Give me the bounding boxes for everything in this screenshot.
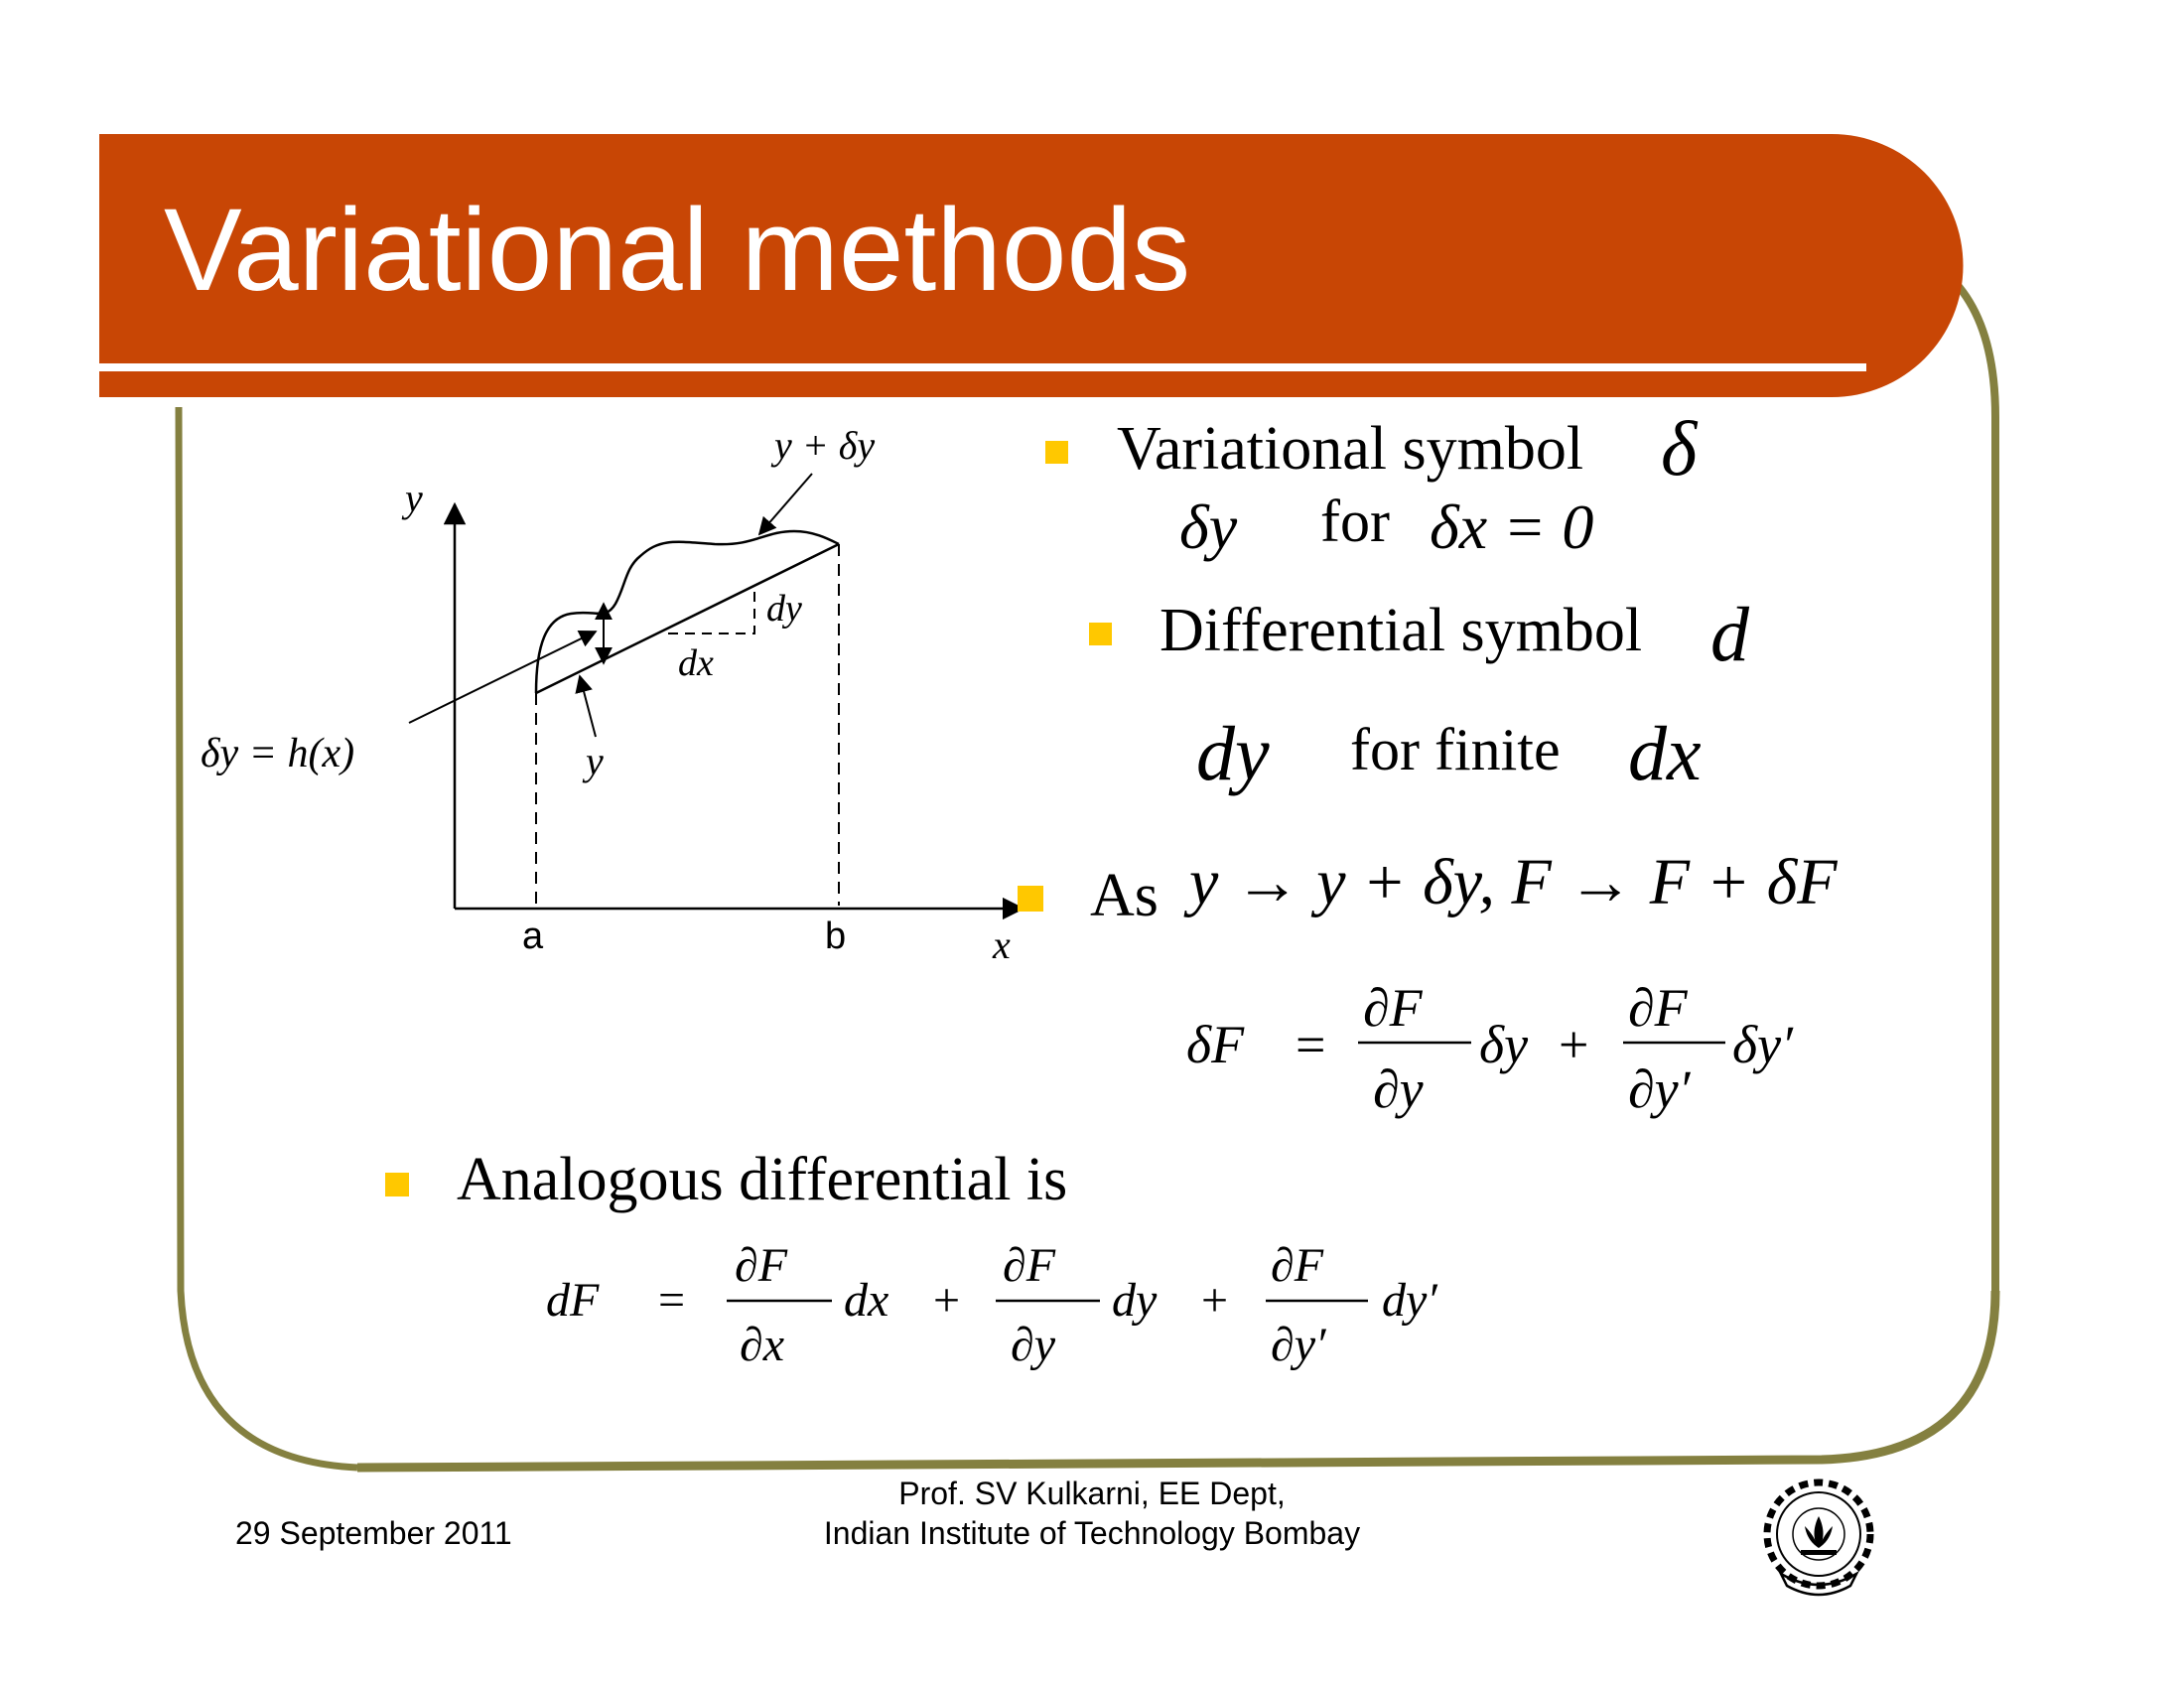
bullet-marker	[1018, 886, 1043, 912]
eq2-plus1: +	[933, 1274, 961, 1327]
eq2-den3: ∂y′	[1271, 1319, 1326, 1371]
footer-author-line1: Prof. SV Kulkarni, EE Dept,	[898, 1476, 1286, 1511]
eq2-lhs: dF	[546, 1274, 600, 1327]
eq2-num1: ∂F	[735, 1239, 788, 1292]
eq2-equals: =	[658, 1274, 686, 1327]
as-text: As	[1090, 862, 1159, 929]
y-axis-label: y	[405, 476, 423, 520]
iit-bombay-logo-icon	[1767, 1482, 1870, 1595]
x-axis-label: x	[993, 922, 1011, 967]
differential-equation	[546, 1239, 1438, 1371]
eq2-num2: ∂F	[1003, 1239, 1056, 1292]
analogous-text: Analogous differential is	[457, 1146, 1068, 1213]
variational-sub-for: for	[1320, 489, 1390, 554]
page-title: Variational methods	[164, 185, 1191, 316]
variation-label: δy = h(x)	[201, 731, 355, 776]
b-label: b	[825, 915, 847, 957]
footer-date: 29 September 2011	[235, 1515, 512, 1551]
bullet-list	[1018, 405, 1838, 929]
y-pointer	[580, 676, 596, 737]
dx-label: dx	[678, 642, 714, 684]
varied-curve-pointer	[759, 474, 812, 534]
dx-dy-triangle	[668, 591, 754, 633]
a-label: a	[522, 915, 544, 957]
title-underline	[99, 363, 1866, 371]
eq1-den2: ∂y′	[1628, 1059, 1691, 1119]
variational-sub-rhs: δx = 0	[1430, 492, 1594, 562]
eq1-var1: δy	[1479, 1015, 1529, 1074]
eq2-den1: ∂x	[740, 1319, 785, 1371]
bullet-marker	[1045, 441, 1068, 464]
eq1-equals: =	[1296, 1015, 1326, 1074]
differential-symbol-text: Differential symbol	[1160, 597, 1643, 664]
curve-y-label: y	[586, 739, 604, 783]
variation-equation	[1186, 978, 1794, 1119]
bullet-marker	[1089, 623, 1112, 645]
eq1-num1: ∂F	[1363, 978, 1423, 1038]
variational-sub-lhs: δy	[1179, 492, 1238, 562]
differential-sub-rhs: dx	[1628, 710, 1702, 796]
eq2-var2: dy	[1112, 1274, 1158, 1327]
variation-diagram	[201, 423, 1023, 967]
differential-sub-lhs: dy	[1196, 710, 1270, 796]
variational-symbol: δ	[1661, 405, 1698, 492]
eq1-num2: ∂F	[1628, 978, 1688, 1038]
eq1-lhs: δF	[1186, 1015, 1245, 1074]
footer-author-line2: Indian Institute of Technology Bombay	[823, 1515, 1361, 1551]
eq2-var3: dy′	[1382, 1274, 1437, 1327]
eq2-var1: dx	[844, 1274, 889, 1327]
eq2-num3: ∂F	[1271, 1239, 1324, 1292]
eq2-plus2: +	[1201, 1274, 1229, 1327]
differential-sub-for: for finite	[1350, 717, 1561, 782]
as-expression: y → y + δy, F → F + δF	[1189, 846, 1838, 918]
differential-symbol: d	[1710, 591, 1749, 677]
bullet-marker	[385, 1173, 409, 1196]
eq1-var2: δy′	[1732, 1015, 1793, 1074]
eq2-den2: ∂y	[1011, 1319, 1056, 1371]
eq1-den1: ∂y	[1373, 1059, 1424, 1119]
varied-curve-label: y + δy	[774, 423, 876, 468]
dy-label: dy	[766, 588, 802, 630]
eq1-plus: +	[1559, 1015, 1589, 1074]
variational-symbol-text: Variational symbol	[1117, 415, 1584, 483]
